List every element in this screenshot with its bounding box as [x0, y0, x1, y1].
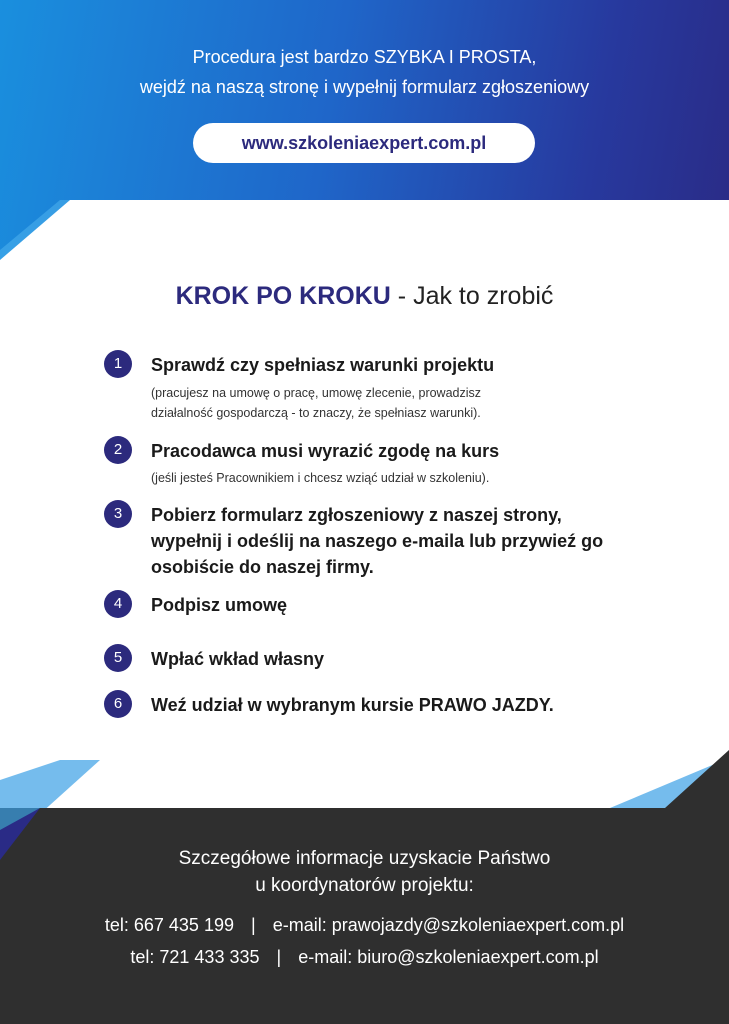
step-number-badge: 6: [104, 690, 132, 718]
contact-row-1: [0, 913, 729, 937]
title-rest: - Jak to zrobić: [390, 282, 554, 310]
step-number-badge: 3: [104, 500, 132, 528]
step-description-line: działalność gospodarczą - to znaczy, że spełniasz warunki).: [151, 406, 481, 420]
step-title: Wpłać wkład własny: [151, 649, 325, 669]
page-title: [0, 282, 729, 311]
step-description: [151, 468, 571, 488]
step-title-line: wypełnij i odeślij na naszego e-maila lub przywieź go: [151, 531, 604, 551]
footer-heading: [0, 845, 729, 899]
phone-number[interactable]: tel: 721 433 335: [130, 947, 260, 967]
email-address[interactable]: e-mail: biuro@szkoleniaexpert.com.pl: [298, 947, 599, 967]
separator: |: [276, 947, 282, 967]
step-description-line: (pracujesz na umowę o pracę, umowę zlecenie, prowadzisz: [151, 386, 482, 400]
step-number-badge: 5: [104, 644, 132, 672]
step-title: Podpisz umowę: [151, 595, 288, 615]
separator: |: [251, 915, 256, 935]
website-link[interactable]: www.szkoleniaexpert.com.pl: [193, 123, 535, 163]
intro-line-2: wejdź na naszą stronę i wypełnij formularz zgłoszeniowy: [139, 77, 590, 97]
title-accent: KROK PO KROKU: [175, 282, 391, 310]
footer-heading-line: u koordynatorów projektu:: [255, 875, 474, 896]
step-number-badge: 2: [104, 436, 132, 464]
step-description: [151, 383, 571, 423]
intro-line-1: Procedura jest bardzo SZYBKA I PROSTA,: [192, 47, 537, 67]
step-title-line: osobiście do naszej firmy.: [151, 557, 374, 577]
step-description-line: (jeśli jesteś Pracownikiem i chcesz wziąć udział w szkoleniu).: [151, 471, 490, 485]
footer-heading-line: Szczegółowe informacje uzyskacie Państwo: [178, 848, 551, 869]
phone-number[interactable]: tel: 667 435 199: [104, 915, 234, 935]
email-address[interactable]: e-mail: prawojazdy@szkoleniaexpert.com.pl: [272, 915, 625, 935]
footer-decoration: [0, 740, 729, 860]
step-number-badge: 4: [104, 590, 132, 618]
step-title: Weź udział w wybranym kursie PRAWO JAZDY.: [151, 695, 554, 715]
step-title: Sprawdź czy spełniasz warunki projektu: [151, 355, 495, 375]
intro-text: [0, 42, 729, 102]
step-title: [151, 502, 661, 580]
step-title: Pracodawca musi wyrazić zgodę na kurs: [151, 441, 500, 461]
step-number-badge: 1: [104, 350, 132, 378]
contact-row-2: [0, 945, 729, 969]
step-title-line: Pobierz formularz zgłoszeniowy z naszej strony,: [151, 505, 562, 525]
